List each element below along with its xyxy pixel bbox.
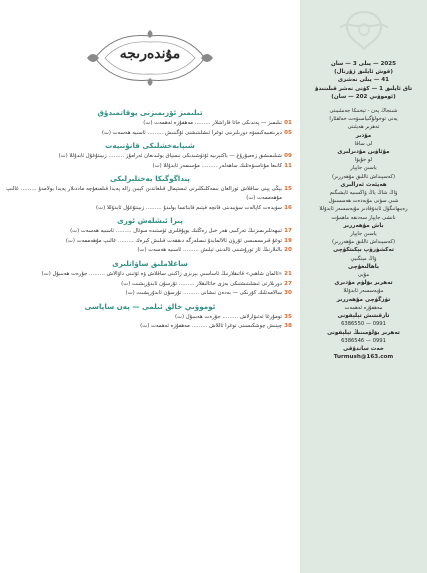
article-title: «ئالمان شاھىي» قاتىقلارنىڭ ئاساسىي بېرىزى زاكىنى ساقلاش ۋە ئۆتىنى داۋالاش ……… جۇرەت ھەبىبۇل (ت) — [41, 270, 282, 277]
masthead-line: ۋاڭ مېنگىيې — [350, 255, 377, 262]
page-number: 21 — [284, 270, 292, 277]
toc-entry[interactable] — [6, 237, 294, 246]
section-heading: ساغلاملىق ساۋاتلىرى — [112, 258, 188, 268]
article-title: سالامەتلىك كۆرىكى — بەدەن نىشانى ……… تۇرسۇن ئابدۇرېشىت (ت) — [125, 290, 282, 297]
masthead-line: 0991 — 6386550 — [341, 321, 386, 328]
section-heading: ئوموۋىي خالق ئىلمى — پەن ساپاسى — [84, 301, 216, 311]
toc-entry[interactable] — [6, 185, 294, 202]
masthead-line: 0991 — 6386546 — [341, 337, 386, 344]
page-number: 01 — [284, 120, 292, 126]
masthead-line: تۈزگۈچى مۇھەررىر — [336, 296, 391, 303]
masthead-line: تەكشۈرۈپ بېكىتكۈچى — [333, 247, 394, 254]
masthead-line: باش مۇھەررىر — [343, 222, 384, 229]
masthead-info — [304, 60, 423, 361]
masthead-line: شىنجاڭ پەن - تېخنىكا جەمئىيىتى — [329, 108, 398, 115]
toc-entry[interactable] — [6, 129, 294, 138]
page-number: 05 — [284, 129, 292, 136]
toc-entry[interactable] — [6, 119, 294, 128]
article-title: چېنىش چوشكىسىنى توغرا تاللاش ……… مەھفۇزە ئەھمەت (ت) — [140, 323, 282, 330]
page-number: 38 — [284, 323, 292, 330]
section-heading: شىپابەخشلىكى قانۇنىيەت — [105, 141, 195, 151]
toc-entry[interactable] — [6, 152, 294, 161]
toc-entry[interactable] — [6, 246, 294, 255]
article-title: توغۇ قىرىسمىسى ئۆرۈن ئالالمايدۇ نىمىلەرگە دىققەت قىلىش كېرەك ……… غالىپ مۇھەممەت (ت) — [65, 237, 282, 244]
masthead-line: مۇيى — [357, 272, 370, 279]
masthead-line: تارقىتىش تېلېفونى — [337, 313, 390, 320]
toc-entry[interactable] — [6, 322, 294, 331]
article-title: بالىلارنىڭ ئاز تورۇشىنى ئالدىنى ئېلىش ……… ئاسىيە ھەسەت (ت) — [137, 247, 282, 254]
masthead-line: (ئوموۋىي 202 — سان) — [331, 93, 396, 100]
masthead-column — [300, 0, 427, 573]
page-number: 09 — [284, 153, 292, 160]
page-title: مۇندەرىجە — [119, 46, 181, 62]
article-title: يېڭى پېنى ساقلاش ئورالغان بىمەكلىكلىرنى ئىستېمال قىلغاندىن كېيىن زالە پەيدا قىلمىغۇچە ماددىلار پەيدا بولامدۇ ……… غالىپ مۇھەممەت (ت) — [6, 186, 282, 201]
article-title: دورىلارنى ئىشلىتىشتىكى بەزى خاتالىقلار ……… تۇرسۇن ئابدۇرېشىت (ت) — [121, 280, 282, 287]
toc-entry[interactable] — [6, 227, 294, 236]
masthead-line: 41 — يىلى نەشرى — [337, 77, 390, 84]
page-number: 30 — [284, 290, 292, 297]
section-heading: تىلىمىز ئۆزىمىزنى يوقاتمىدۇق — [97, 108, 203, 117]
toc-entry[interactable] — [6, 204, 294, 213]
masthead-line: (قوش ئايلىق ژۇرنال) — [334, 69, 393, 76]
section-heading: پىداگوگىكا بەختلىرلىكى — [109, 174, 191, 184]
masthead-line: لو خۇيۋا — [354, 157, 373, 164]
masthead-line: 2025 — يىلى 3 — سان — [330, 61, 397, 67]
masthead-line: تاق ئايلىق 1 — كۈنى نەشر قىلىنىدۇ — [314, 85, 413, 92]
masthead-line: نانشى جاپپار سەدىقە ماھمۇت — [331, 214, 396, 221]
masthead-line: باھالىغۇچى — [348, 263, 379, 270]
masthead-line: ھەيئەت ئەزالىرى — [340, 181, 387, 188]
page-number: 17 — [284, 228, 292, 235]
toc-entry[interactable] — [6, 289, 294, 298]
masthead-line: مەھفۇزە ئەھمەت — [344, 304, 383, 311]
page-number: 15 — [284, 186, 292, 193]
masthead-line: مۇدىر — [355, 132, 372, 139]
masthead-line: مۇئاۋىن مۇدىرلىرى — [337, 149, 390, 156]
article-title: سۈيدەت كاپالەت سۈيىدىنى قانچە قېتىم قايناتسا بولىدۇ ……… زىيىتۇغۇل ئابدۇللا (ت) — [96, 204, 282, 211]
article-title: دېرىنغىيەكىسۋە دورىلىرىنى توغرا ئىشلىتىشنى ئۆگىنىش ……… ئاسىيە ھەسەت (ت) — [101, 129, 282, 136]
emblem-ornament-icon — [334, 8, 394, 54]
email-address[interactable]: Turmush@163.com — [333, 354, 394, 361]
masthead-line: مۇيەسسەر ئابدۇللا — [343, 288, 384, 295]
masthead-line: تەھرىر بۆلۈم مۇدىرى — [334, 280, 393, 287]
article-title: تومۇرغا ئەتىۋارلاش ……… جۇرەت ھەبىبۇل (ت) — [174, 313, 282, 320]
masthead-line: رەيىھانىگۈل ئابدۇقادىر مۇيەسسەر ئابدۇللا — [319, 206, 408, 213]
toc-entry[interactable] — [6, 313, 294, 322]
page-number: 20 — [284, 247, 292, 254]
masthead-line: ۋاڭ شاڭ ياڭ ۋاڭسىيە ئايشىگىم — [329, 190, 398, 197]
page-number: 16 — [284, 204, 292, 211]
page-number: 11 — [284, 162, 292, 169]
table-of-contents — [6, 104, 294, 332]
article-title: كانىغا مۇناسىۋەتلىك ساھەلەر ……… مۇسىمەر ئابدۇللا (ت) — [152, 162, 282, 169]
section-heading: پىزا ئىشلەش ئورى — [117, 216, 183, 226]
page-number: 19 — [284, 237, 292, 244]
toc-entry[interactable] — [6, 280, 294, 289]
article-title: شىلىمىشق زەمبۇرۇغ — باكتېرىيە ئۆتۈشىدىكى نىسپاق بولىدىغان ئەرامۇز ……… زىيىتۇغۇل ئابدۇللا (ت) — [58, 153, 282, 160]
article-title: ئىبھەتلىرىمىزنىڭ تەركىبى ھەر خىل رەڭلىك يوپۇقلىرى ئۈستىدە سوئال ……… ئاسىيە ھەسەت (ت) — [70, 228, 282, 235]
toc-entry[interactable] — [6, 162, 294, 171]
article-title: تىلىمىز — پەندىكى خاتا قاراشلار ……… مەھفۇزە ئەھمەت (ت) — [143, 120, 282, 126]
masthead-line: (كەسپىداش تاللىق مۇھەررىر) — [331, 173, 396, 180]
masthead-line: لى ساقا — [354, 140, 373, 147]
masthead-line: ياسىن جاپپار — [350, 231, 377, 238]
page-number: 35 — [284, 313, 292, 320]
masthead-line: تەھرىر بۆلۈمىنىڭ تېلېفونى — [327, 329, 400, 336]
toc-entry[interactable] — [6, 270, 294, 279]
masthead-line: (كەسپىداش تاللىق مۇھەررىر) — [331, 239, 396, 246]
page-number: 27 — [284, 280, 292, 287]
masthead-line: خەت ساندۇقى — [343, 345, 384, 352]
masthead-line: يەنى توخولۇگىياسىۋەت خەلقئارا — [329, 116, 398, 123]
masthead-line: ياسىن جاپپار — [350, 165, 377, 172]
masthead-line: شىي سۈنى مۇيەدەت ھەسسىۋل — [328, 198, 399, 205]
masthead-line: تەھرىر ھەيئىتى — [347, 124, 380, 131]
